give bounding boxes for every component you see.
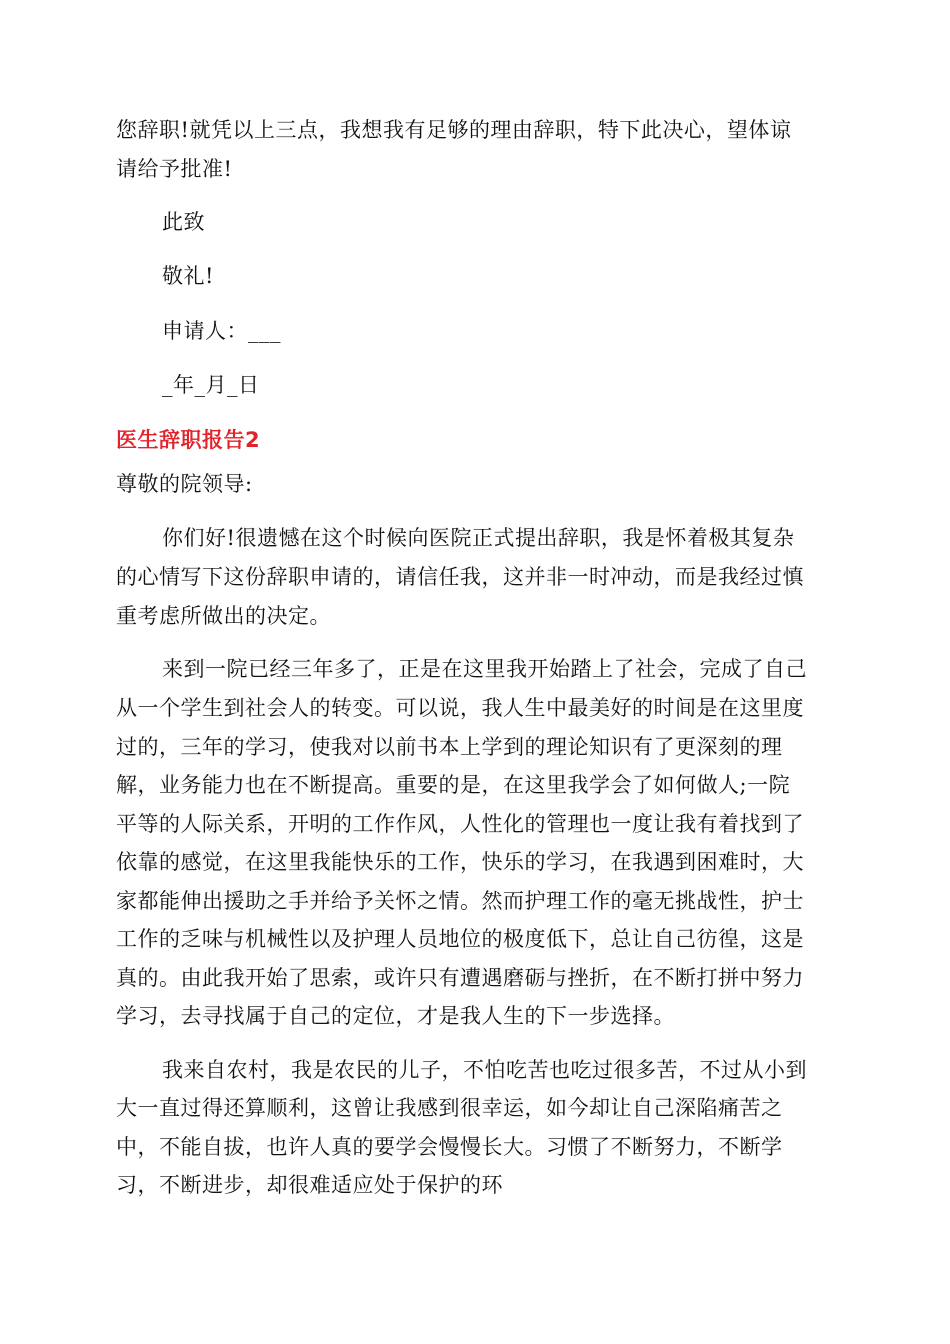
paragraph-1-line-1: 您辞职!就凭以上三点，我想我有足够的理由辞职，特下此决心，望体谅 [116,118,792,142]
paragraph-3-line-5: 平等的人际关系，开明的工作作风，人性化的管理也一度让我有着找到了 [116,812,804,836]
paragraph-4-line-2: 大一直过得还算顺利，这曾让我感到很幸运，如今却让自己深陷痛苦之 [116,1096,783,1120]
paragraph-3-line-6: 依靠的感觉，在这里我能快乐的工作，快乐的学习，在我遇到困难时，大 [116,850,804,874]
greeting-text: 尊敬的院领导: [116,472,253,496]
section-heading: 医生辞职报告2 [116,428,261,452]
salute-text: 敬礼! [162,264,214,288]
paragraph-3-line-8: 工作的乏味与机械性以及护理人员地位的极度低下，总让自己彷徨，这是 [116,927,804,951]
paragraph-4-line-4: 习，不断进步，却很难适应处于保护的环 [116,1173,503,1197]
paragraph-3-line-4: 解，业务能力也在不断提高。重要的是，在这里我学会了如何做人;一院 [116,773,791,797]
paragraph-2-line-2: 的心情写下这份辞职申请的，请信任我，这并非一时冲动，而是我经过慎 [116,565,804,589]
date-line: _年_月_日 [162,373,260,397]
paragraph-3-line-2: 从一个学生到社会人的转变。可以说，我人生中最美好的时间是在这里度 [116,696,804,720]
closing-text: 此致 [162,210,205,234]
paragraph-3-line-1: 来到一院已经三年多了，正是在这里我开始踏上了社会，完成了自己 [162,657,807,681]
paragraph-3-line-9: 真的。由此我开始了思索，或许只有遭遇磨砺与挫折，在不断打拼中努力 [116,966,804,990]
paragraph-2-line-3: 重考虑所做出的决定。 [116,604,331,628]
paragraph-4-line-1: 我来自农村，我是农民的儿子，不怕吃苦也吃过很多苦，不过从小到 [162,1058,807,1082]
paragraph-3-line-7: 家都能伸出援助之手并给予关怀之情。然而护理工作的毫无挑战性，护士 [116,889,804,913]
paragraph-3-line-3: 过的，三年的学习，使我对以前书本上学到的理论知识有了更深刻的理 [116,735,783,759]
paragraph-4-line-3: 中，不能自拔，也许人真的要学会慢慢长大。习惯了不断努力，不断学 [116,1135,783,1159]
applicant-line: 申请人：___ [162,319,281,343]
paragraph-2-line-1: 你们好!很遗憾在这个时候向医院正式提出辞职，我是怀着极其复杂 [162,526,795,550]
paragraph-1-line-2: 请给予批准! [116,157,233,181]
paragraph-3-line-10: 学习，去寻找属于自己的定位，才是我人生的下一步选择。 [116,1004,675,1028]
